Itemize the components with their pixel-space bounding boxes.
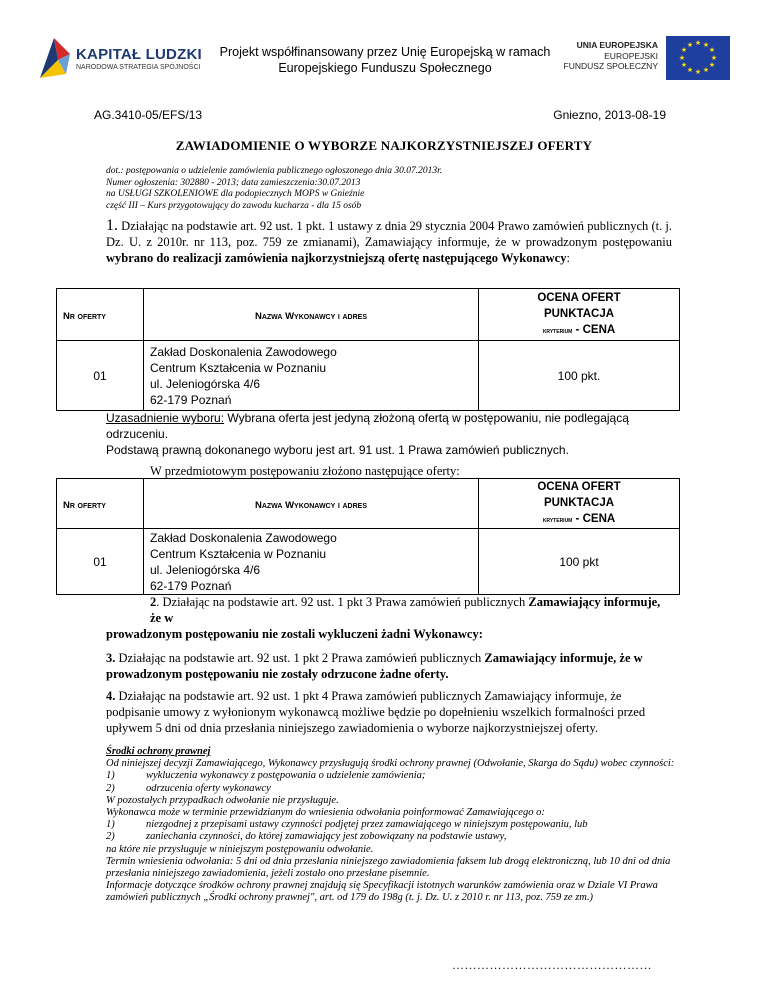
address-line: Centrum Kształcenia w Poznaniu (150, 360, 327, 375)
address-line: Zakład Doskonalenia Zawodowego (150, 344, 337, 359)
svg-text:★: ★ (708, 46, 716, 54)
offers-intro: W przedmiotowym postępowaniu złożono następujące oferty: (150, 464, 460, 478)
svg-text:★: ★ (694, 68, 702, 76)
svg-text:★: ★ (686, 41, 694, 49)
offer-score: 100 pkt (479, 529, 680, 595)
eu-label-line-3: FUNDUSZ SPOŁECZNY (563, 61, 658, 71)
header-nazwa: Nazwa Wykonawcy i adres (144, 289, 479, 341)
offer-nr: 01 (57, 529, 144, 595)
offer-address (144, 529, 479, 595)
paragraph-4-number: 4. (106, 689, 116, 703)
address-line: 62-179 Poznań (150, 578, 232, 593)
paragraph-3-number: 3. (106, 651, 116, 665)
cofinancing-note (215, 44, 555, 76)
logo-name: KAPITAŁ LUDZKI (76, 46, 202, 63)
legal-basis: Podstawą prawną dokonanego wyboru jest art. 91 ust. 1 Prawa zamówień publicznych. (106, 443, 569, 457)
table-row (57, 341, 680, 411)
paragraph-1-number: 1. (106, 217, 118, 234)
kapital-ludzki-emblem-icon (36, 34, 76, 82)
legal-remedies-intro: Od niniejszej decyzji Zamawiającego, Wykonawcy przysługują środki ochrony prawnej (Odwołanie, Skarga do Sądu) wobec czynności: (106, 758, 675, 770)
address-line: Centrum Kształcenia w Poznaniu (150, 546, 327, 561)
cofinancing-line-2: Europejskiego Funduszu Społecznego (278, 61, 492, 75)
address-line: ul. Jeleniogórska 4/6 (150, 562, 261, 577)
svg-text:★: ★ (686, 66, 694, 74)
list-item: 1) niezgodnej z przepisami ustawy czynności podjętej przez zamawiającego w niniejszym postępowaniu, lub (106, 819, 588, 831)
paragraph-2-bold-1: Zamawiający informuje, że w (150, 595, 661, 625)
procedure-line-3: na USŁUGI SZKOLENIOWE dla podopiecznych MOPS w Gnieźnie (106, 189, 365, 199)
svg-text:★: ★ (694, 39, 702, 47)
header-nr: Nr oferty (57, 479, 144, 529)
svg-text:★: ★ (710, 54, 718, 62)
header-kryterium: kryterium - CENA (542, 324, 616, 336)
paragraph-1 (106, 218, 672, 266)
address-line: 62-179 Poznań (150, 392, 232, 407)
logo-subtitle: NARODOWA STRATEGIA SPÓJNOŚCI (76, 64, 201, 71)
legal-remedies (106, 746, 676, 905)
header-nr: Nr oferty (57, 289, 144, 341)
list-item: 2) zaniechania czynności, do której zamawiający jest zobowiązany na podstawie ustawy, (106, 831, 507, 843)
paragraph-2 (106, 594, 672, 642)
table-header-row (57, 289, 680, 341)
svg-text:★: ★ (680, 46, 688, 54)
procedure-details (106, 166, 666, 212)
table-header-row (57, 479, 680, 529)
header-ocena (479, 479, 680, 529)
paragraph-2-bold-2: prowadzonym postępowaniu nie zostali wykluczeni żadni Wykonawcy: (106, 627, 483, 641)
eu-flag-icon (666, 36, 730, 80)
header-ocena-line-1: OCENA OFERT (537, 481, 621, 493)
procedure-line-2: Numer ogłoszenia: 302880 - 2013; data zamieszczenia:30.07.2013 (106, 177, 361, 188)
legal-remedies-line: na które nie przysługuje w niniejszym postępowaniu odwołanie. (106, 843, 374, 855)
paragraph-3-text: Działając na podstawie art. 92 ust. 1 pkt 2 Prawa zamówień publicznych (115, 651, 485, 665)
cofinancing-line-1: Projekt współfinansowany przez Unię Europejską w ramach (219, 45, 551, 59)
legal-remedies-line: Informacje dotyczące środków ochrony prawnej znajdują się Specyfikacji istotnych warunków zamówienia oraz w Dziale VI Prawa zamówień publicznych „Środki ochrony prawnej", art. od 179 do 198g (t. j. Dz. U. z 2010 r. nr 113, poz. 759 ze zm.) (106, 880, 658, 904)
eu-label (548, 40, 658, 72)
table-row (57, 529, 680, 595)
header-kryterium: kryterium - CENA (542, 513, 616, 525)
svg-text:★: ★ (680, 61, 688, 69)
submitted-offers-table (56, 478, 680, 595)
header-ocena-line-1: OCENA OFERT (537, 292, 621, 304)
eu-label-line-2: EUROPEJSKI (604, 50, 658, 61)
address-line: Zakład Doskonalenia Zawodowego (150, 530, 337, 545)
list-item: 2) odrzucenia oferty wykonawcy (106, 782, 271, 794)
offer-nr: 01 (57, 341, 144, 411)
procedure-line-4: część III – Kurs przygotowujący do zawodu kucharza - dla 15 osób (106, 200, 362, 211)
list-item: 1) wykluczenia wykonawcy z postępowania o udzielenie zamówienia; (106, 770, 426, 782)
header-nazwa: Nazwa Wykonawcy i adres (144, 479, 479, 529)
legal-remedies-line: Wykonawca może w terminie przewidzianym do wniesienia odwołania poinformować Zamawiającego o: (106, 807, 545, 819)
header-ocena (479, 289, 680, 341)
justification (106, 410, 666, 458)
svg-text:★: ★ (708, 61, 716, 69)
svg-text:★: ★ (678, 54, 686, 62)
header-ocena-line-2: PUNKTACJA (543, 308, 615, 320)
paragraph-1-text: Działając na podstawie art. 92 ust. 1 pkt. 1 ustawy z dnia 29 stycznia 2004 Prawo zamówień publicznych (t. j. Dz. U. z 2010r. nr 113, poz. 759 ze zmianami), Zamawiający informuje, że w prowadzonym postępowaniu (106, 219, 672, 249)
legal-remedies-line: Termin wniesienia odwołania: 5 dni od dnia przesłania niniejszego zawiadomienia faksem lub drogą elektroniczną, lub 10 dni od dnia przesłania niniejszego zawiadomienia, jeżeli zostało ono przesłane pisemnie. (106, 855, 671, 880)
paragraph-4 (106, 688, 672, 736)
legal-remedies-heading: Środki ochrony prawnej (106, 746, 211, 757)
paragraph-1-bold: wybrano do realizacji zamówienia najkorzystniejszą ofertę następującego Wykonawcy (106, 251, 567, 265)
justification-text: Wybrana oferta jest jedyną złożoną ofertą w postępowaniu, nie podlegającą odrzuceniu. (106, 411, 629, 441)
paragraph-4-text: Działając na podstawie art. 92 ust. 1 pkt 4 Prawa zamówień publicznych Zamawiający informuje, że podpisanie umowy z wyłonionym wykonawcą możliwe będzie po dopełnieniu wszelkich formalności przed upływem 5 dni od dnia przesłania niniejszego zawiadomienia o wyborze najkorzystniejszej oferty. (106, 689, 646, 735)
paragraph-1-end: : (566, 251, 570, 265)
header-ocena-line-2: PUNKTACJA (543, 497, 615, 509)
address-line: ul. Jeleniogórska 4/6 (150, 376, 261, 391)
justification-label: Uzasadnienie wyboru: (106, 411, 225, 425)
document-date: Gniezno, 2013-08-19 (553, 108, 666, 122)
svg-text:★: ★ (702, 41, 710, 49)
paragraph-2-number: 2 (150, 595, 157, 609)
paragraph-2-text: . Działając na podstawie art. 92 ust. 1 pkt 3 Prawa zamówień publicznych (156, 595, 529, 609)
signature-line: ………………………………………… (452, 958, 652, 972)
eu-label-line-1: UNIA EUROPEJSKA (576, 40, 658, 50)
paragraph-3-bold: Zamawiający informuje, że w prowadzonym postępowaniu nie zostały odrzucone żadne oferty. (106, 651, 643, 681)
offer-address (144, 341, 479, 411)
reference-number: AG.3410-05/EFS/13 (94, 108, 203, 122)
document-title: ZAWIADOMIENIE O WYBORZE NAJKORZYSTNIEJSZEJ OFERTY (175, 138, 593, 153)
selected-offer-table (56, 288, 680, 411)
svg-text:★: ★ (702, 66, 710, 74)
legal-remedies-line: W pozostałych przypadkach odwołanie nie przysługuje. (106, 794, 339, 806)
procedure-line-1: dot.: postępowania o udzielenie zamówienia publicznego ogłoszonego dnia 30.07.2013r. (106, 166, 443, 176)
offer-score: 100 pkt. (479, 341, 680, 411)
paragraph-3 (106, 650, 672, 682)
